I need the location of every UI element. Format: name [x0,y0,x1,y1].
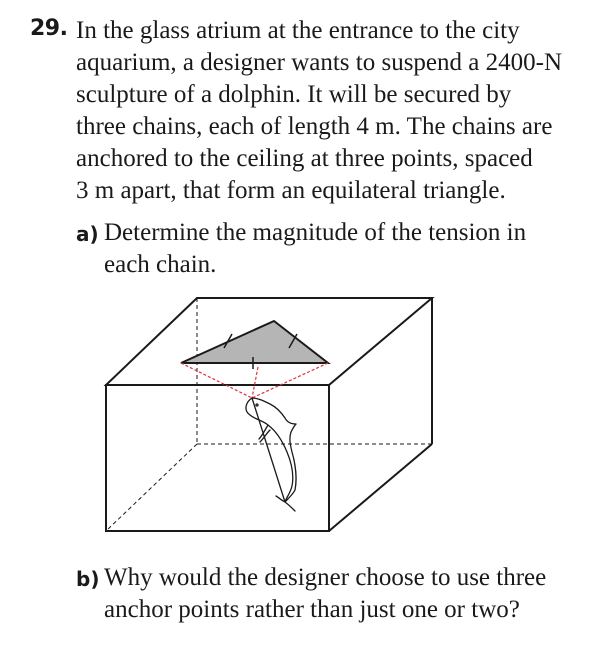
hidden-left-bottom-edge [106,444,197,531]
problem-number: 29. [30,16,68,41]
dolphin-eye [256,404,258,406]
dolphin-body [246,398,296,511]
part-a-label: a) [76,222,99,246]
dolphin-icon [246,398,296,511]
part-b-label: b) [76,567,100,591]
box-front-face [106,385,329,531]
problem-text-line-5: anchored to the ceiling at three points, spaced [76,145,533,172]
chain-middle [252,367,258,398]
part-a-text-line-2: each chain. [104,251,217,278]
chain-right [252,363,328,398]
problem-text-line-3: sculpture of a dolphin. It will be secured by [76,81,512,108]
problem-text-line-6: 3 m apart, that form an equilateral triangle. [76,177,506,204]
box-right-bottom-edge [329,444,432,531]
part-b-text-line-2: anchor points rather than just one or two? [104,596,520,623]
chain-left [181,363,252,398]
problem-text-line-1: In the glass atrium at the entrance to the city [76,17,520,44]
part-a-text-line-1: Determine the magnitude of the tension in [104,219,527,246]
problem-text-line-4: three chains, each of length 4 m. The chains are [76,113,553,140]
chains [181,363,328,398]
part-b-text-line-1: Why would the designer choose to use three [104,564,547,591]
anchor-triangle [181,321,328,363]
problem-text-line-2: aquarium, a designer wants to suspend a 2400-N [76,49,562,76]
